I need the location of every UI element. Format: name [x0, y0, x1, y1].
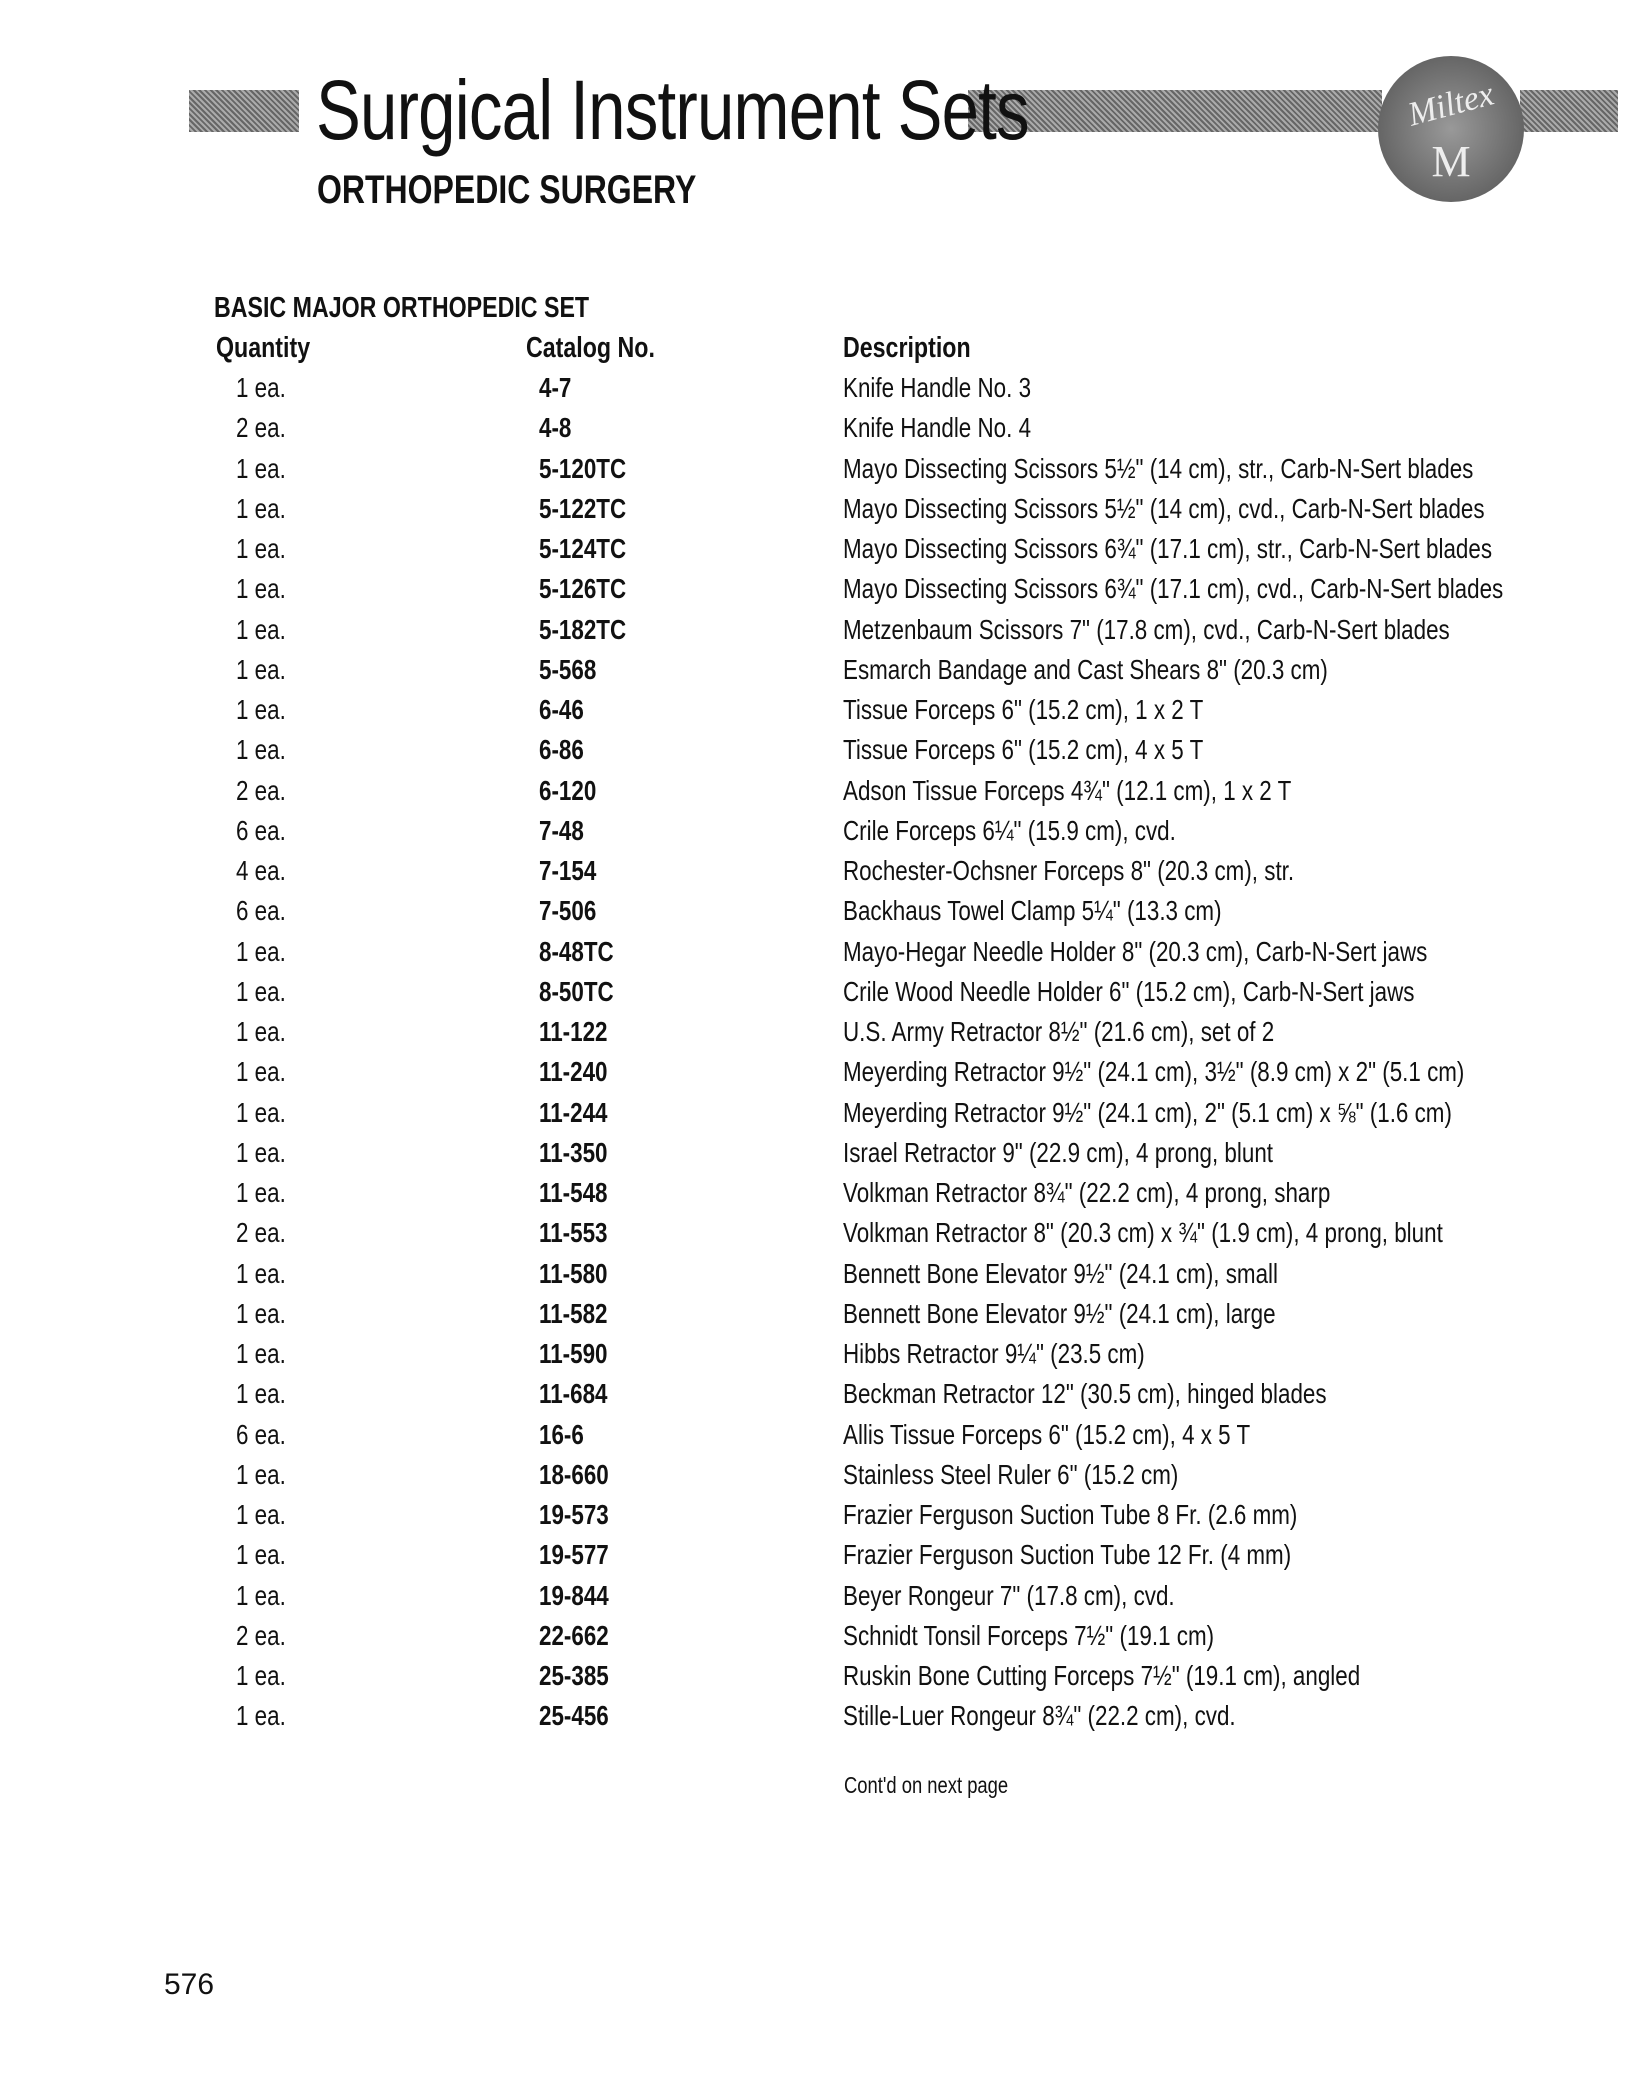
cell-text: Tissue Forceps 6" (15.2 cm), 4 x 5 T [843, 734, 1204, 766]
cell-text: Frazier Ferguson Suction Tube 8 Fr. (2.6 mm) [843, 1499, 1298, 1530]
cell-text: Rochester-Ochsner Forceps 8" (20.3 cm), str. [843, 855, 1295, 886]
cell-text: Stille-Luer Rongeur 8¾" (22.2 cm), cvd. [843, 1700, 1236, 1732]
description-cell [843, 1700, 1334, 1732]
quantity-cell [236, 1097, 298, 1129]
cell-text: 25-385 [539, 1660, 609, 1691]
quantity-cell [236, 1016, 298, 1048]
description-cell [843, 1258, 1387, 1290]
description-cell [843, 1298, 1384, 1330]
catalog-cell [539, 1217, 625, 1249]
quantity-cell [236, 1660, 298, 1692]
catalog-cell [539, 412, 579, 444]
cell-text: 1 ea. [236, 935, 286, 967]
catalog-cell [539, 1137, 625, 1169]
cell-text: 7-154 [539, 855, 597, 886]
quantity-cell [236, 453, 298, 485]
catalog-cell [539, 372, 579, 404]
cell-text: Frazier Ferguson Suction Tube 12 Fr. (4 mm) [843, 1539, 1292, 1571]
cell-text: 1 ea. [236, 1499, 286, 1530]
cell-text: Crile Forceps 6¼" (15.9 cm), cvd. [843, 814, 1176, 846]
catalog-cell [539, 936, 632, 968]
cell-text: 11-122 [539, 1016, 608, 1047]
catalog-cell [539, 1539, 626, 1571]
catalog-cell [539, 1620, 626, 1652]
cell-text: U.S. Army Retractor 8½" (21.6 cm), set of 2 [843, 1016, 1275, 1047]
cell-text: 22-662 [539, 1619, 609, 1651]
quantity-cell [236, 1700, 298, 1732]
catalog-cell [539, 694, 595, 726]
description-cell [843, 453, 1631, 485]
page-number: 576 [164, 1968, 215, 2001]
quantity-cell [236, 1338, 298, 1370]
cell-text: Crile Wood Needle Holder 6" (15.2 cm), Carb-N-Sert jaws [843, 975, 1415, 1007]
cell-text: 5-120TC [539, 452, 627, 484]
cell-text: 4 ea. [236, 855, 286, 886]
cell-text: 18-660 [539, 1458, 609, 1490]
cell-text: 6 ea. [236, 814, 286, 846]
quantity-cell [236, 412, 298, 444]
quantity-cell [236, 1419, 298, 1451]
cell-text: 6 ea. [236, 1418, 286, 1450]
description-cell [843, 614, 1601, 646]
cell-text: Mayo Dissecting Scissors 6¾" (17.1 cm), cvd., Carb-N-Sert blades [843, 573, 1504, 605]
cell-text: 11-244 [539, 1096, 608, 1128]
catalog-cell [539, 775, 611, 807]
column-header-quantity: Quantity [216, 332, 311, 364]
catalog-cell [539, 734, 595, 766]
cell-text: 8-48TC [539, 935, 614, 967]
quantity-cell [236, 976, 298, 1008]
catalog-cell [539, 533, 648, 565]
catalog-cell [539, 1378, 625, 1410]
cell-text: Volkman Retractor 8¾" (22.2 cm), 4 prong, sharp [843, 1177, 1331, 1208]
description-cell [843, 493, 1645, 525]
quantity-cell [236, 1298, 298, 1330]
quantity-cell [236, 936, 298, 968]
cell-text: 5-126TC [539, 573, 627, 605]
cell-text: 1 ea. [236, 1378, 286, 1410]
cell-text: 1 ea. [236, 1257, 286, 1289]
cell-text: Mayo Dissecting Scissors 5½" (14 cm), cvd., Carb-N-Sert blades [843, 492, 1485, 524]
quantity-cell [236, 815, 298, 847]
column-header-catalog: Catalog No. [526, 332, 655, 364]
header-bar-right [1520, 90, 1618, 132]
cell-text: 1 ea. [236, 1579, 286, 1611]
description-cell [843, 1459, 1262, 1491]
quantity-cell [236, 654, 298, 686]
cell-text: 1 ea. [236, 372, 286, 403]
cell-text: 1 ea. [236, 1458, 286, 1490]
cell-text: Backhaus Towel Clamp 5¼" (13.3 cm) [843, 895, 1222, 927]
catalog-cell [539, 976, 632, 1008]
cell-text: 2 ea. [236, 1619, 286, 1651]
catalog-cell [539, 1016, 625, 1048]
cell-text: 19-573 [539, 1499, 609, 1530]
cell-text: 5-568 [539, 653, 597, 685]
description-cell [843, 694, 1293, 726]
cell-text: Ruskin Bone Cutting Forceps 7½" (19.1 cm), angled [843, 1660, 1361, 1691]
cell-text: 7-48 [539, 814, 584, 846]
catalog-cell [539, 1258, 625, 1290]
description-cell [843, 1499, 1411, 1531]
catalog-cell [539, 1459, 626, 1491]
quantity-cell [236, 1217, 298, 1249]
cell-text: 1 ea. [236, 573, 286, 605]
catalog-cell [539, 573, 648, 605]
cell-text: 1 ea. [236, 1016, 286, 1047]
cell-text: Mayo-Hegar Needle Holder 8" (20.3 cm), Carb-N-Sert jaws [843, 935, 1428, 967]
catalog-cell [539, 1499, 626, 1531]
catalog-cell [539, 1056, 625, 1088]
cell-text: 11-350 [539, 1136, 608, 1168]
quantity-cell [236, 775, 298, 807]
cell-text: 2 ea. [236, 774, 286, 806]
cell-text: 1 ea. [236, 734, 286, 766]
cell-text: 4-7 [539, 372, 572, 403]
description-cell [843, 936, 1573, 968]
description-cell [843, 1419, 1352, 1451]
cell-text: 16-6 [539, 1418, 584, 1450]
cell-text: 11-580 [539, 1257, 608, 1289]
quantity-cell [236, 734, 298, 766]
catalog-cell [539, 1419, 595, 1451]
quantity-cell [236, 493, 298, 525]
quantity-cell [236, 1499, 298, 1531]
description-cell [843, 1580, 1258, 1612]
catalog-cell [539, 453, 648, 485]
cell-text: 1 ea. [236, 1700, 286, 1732]
cell-text: 4-8 [539, 412, 572, 444]
cell-text: Meyerding Retractor 9½" (24.1 cm), 3½" (8.9 cm) x 2" (5.1 cm) [843, 1056, 1465, 1088]
cell-text: Hibbs Retractor 9¼" (23.5 cm) [843, 1338, 1145, 1369]
catalog-cell [539, 1298, 625, 1330]
cell-text: 1 ea. [236, 492, 286, 524]
cell-text: 1 ea. [236, 1338, 286, 1369]
catalog-cell [539, 1338, 625, 1370]
description-cell [843, 1056, 1620, 1088]
cell-text: 19-844 [539, 1579, 609, 1611]
cell-text: Mayo Dissecting Scissors 5½" (14 cm), str., Carb-N-Sert blades [843, 452, 1474, 484]
description-cell [843, 855, 1407, 887]
cell-text: Volkman Retractor 8" (20.3 cm) x ¾" (1.9 cm), 4 prong, blunt [843, 1217, 1443, 1249]
description-cell [843, 1378, 1447, 1410]
quantity-cell [236, 1056, 298, 1088]
cell-text: Beyer Rongeur 7" (17.8 cm), cvd. [843, 1579, 1175, 1611]
quantity-cell [236, 372, 298, 404]
cell-text: Stainless Steel Ruler 6" (15.2 cm) [843, 1458, 1179, 1490]
catalog-cell [539, 1097, 625, 1129]
description-cell [843, 1137, 1381, 1169]
cell-text: Metzenbaum Scissors 7" (17.8 cm), cvd., Carb-N-Sert blades [843, 613, 1450, 645]
cell-text: 1 ea. [236, 452, 286, 484]
cell-text: 6-86 [539, 734, 584, 766]
description-cell [843, 1620, 1307, 1652]
cell-text: 6-46 [539, 694, 584, 725]
section-subtitle: ORTHOPEDIC SURGERY [317, 168, 697, 212]
cell-text: 19-577 [539, 1539, 609, 1571]
cell-text: Knife Handle No. 4 [843, 412, 1032, 444]
quantity-cell [236, 1620, 298, 1652]
quantity-cell [236, 855, 298, 887]
cell-text: Bennett Bone Elevator 9½" (24.1 cm), large [843, 1297, 1276, 1329]
catalog-cell [539, 654, 611, 686]
description-cell [843, 1097, 1604, 1129]
catalog-cell [539, 895, 611, 927]
header-bar-left [189, 90, 299, 132]
catalog-cell [539, 1700, 626, 1732]
description-cell [843, 1016, 1382, 1048]
cell-text: Adson Tissue Forceps 4¾" (12.1 cm), 1 x 2 T [843, 774, 1292, 806]
catalog-cell [539, 855, 611, 887]
column-header-description: Description [843, 332, 971, 364]
quantity-cell [236, 1459, 298, 1491]
quantity-cell [236, 1580, 298, 1612]
cell-text: 6 ea. [236, 895, 286, 927]
cell-text: 1 ea. [236, 694, 286, 725]
catalog-cell [539, 1580, 626, 1612]
catalog-cell [539, 493, 648, 525]
cell-text: Tissue Forceps 6" (15.2 cm), 1 x 2 T [843, 694, 1204, 725]
cell-text: Knife Handle No. 3 [843, 372, 1032, 403]
cell-text: 1 ea. [236, 1136, 286, 1168]
cell-text: 2 ea. [236, 412, 286, 444]
cell-text: 2 ea. [236, 1217, 286, 1249]
catalog-cell [539, 815, 595, 847]
cell-text: 1 ea. [236, 653, 286, 685]
cell-text: 1 ea. [236, 1297, 286, 1329]
cell-text: 11-590 [539, 1338, 608, 1369]
description-cell [843, 1177, 1452, 1209]
cell-text: 11-684 [539, 1378, 608, 1410]
cell-text: 1 ea. [236, 1539, 286, 1571]
description-cell [843, 815, 1259, 847]
cell-text: 6-120 [539, 774, 597, 806]
cell-text: Beckman Retractor 12" (30.5 cm), hinged blades [843, 1378, 1327, 1410]
page-title: Surgical Instrument Sets [316, 63, 1029, 157]
cell-text: 1 ea. [236, 1660, 286, 1691]
cell-text: Mayo Dissecting Scissors 6¾" (17.1 cm), str., Carb-N-Sert blades [843, 533, 1493, 564]
cell-text: 5-124TC [539, 533, 627, 564]
cell-text: Allis Tissue Forceps 6" (15.2 cm), 4 x 5 T [843, 1418, 1251, 1450]
description-cell [843, 573, 1650, 605]
cell-text: 5-182TC [539, 613, 627, 645]
catalog-cell [539, 1177, 625, 1209]
cell-text: 11-240 [539, 1056, 608, 1088]
cell-text: 5-122TC [539, 492, 627, 524]
cell-text: 8-50TC [539, 975, 614, 1007]
cell-text: 1 ea. [236, 1056, 286, 1088]
cell-text: Israel Retractor 9" (22.9 cm), 4 prong, blunt [843, 1136, 1274, 1168]
description-cell [843, 1660, 1490, 1692]
description-cell [843, 412, 1078, 444]
cell-text: 25-456 [539, 1700, 609, 1732]
description-cell [843, 1338, 1220, 1370]
description-cell [843, 895, 1316, 927]
description-cell [843, 372, 1078, 404]
cell-text: 1 ea. [236, 613, 286, 645]
description-cell [843, 775, 1403, 807]
description-cell [843, 1217, 1593, 1249]
cell-text: Bennett Bone Elevator 9½" (24.1 cm), small [843, 1257, 1279, 1289]
quantity-cell [236, 1137, 298, 1169]
catalog-cell [539, 614, 648, 646]
cell-text: Meyerding Retractor 9½" (24.1 cm), 2" (5.1 cm) x ⅝" (1.6 cm) [843, 1096, 1452, 1128]
cell-text: Schnidt Tonsil Forceps 7½" (19.1 cm) [843, 1619, 1215, 1651]
quantity-cell [236, 533, 298, 565]
cell-text: Esmarch Bandage and Cast Shears 8" (20.3 cm) [843, 653, 1328, 685]
quantity-cell [236, 1539, 298, 1571]
cell-text: 11-553 [539, 1217, 608, 1249]
quantity-cell [236, 1177, 298, 1209]
cell-text: 7-506 [539, 895, 597, 927]
quantity-cell [236, 1258, 298, 1290]
set-title: BASIC MAJOR ORTHOPEDIC SET [214, 292, 590, 324]
cell-text: 1 ea. [236, 533, 286, 564]
quantity-cell [236, 614, 298, 646]
cell-text: 11-548 [539, 1177, 608, 1208]
quantity-cell [236, 694, 298, 726]
cell-text: 1 ea. [236, 1177, 286, 1208]
catalog-cell [539, 1660, 626, 1692]
description-cell [843, 654, 1449, 686]
quantity-cell [236, 573, 298, 605]
quantity-cell [236, 1378, 298, 1410]
cell-text: 1 ea. [236, 1096, 286, 1128]
quantity-cell [236, 895, 298, 927]
description-cell [843, 533, 1650, 565]
continued-note: Cont'd on next page [844, 1772, 1009, 1798]
cell-text: 11-582 [539, 1297, 608, 1329]
description-cell [843, 976, 1557, 1008]
cell-text: 1 ea. [236, 975, 286, 1007]
miltex-logo: Miltex M [1378, 56, 1524, 202]
description-cell [843, 1539, 1403, 1571]
description-cell [843, 734, 1293, 766]
